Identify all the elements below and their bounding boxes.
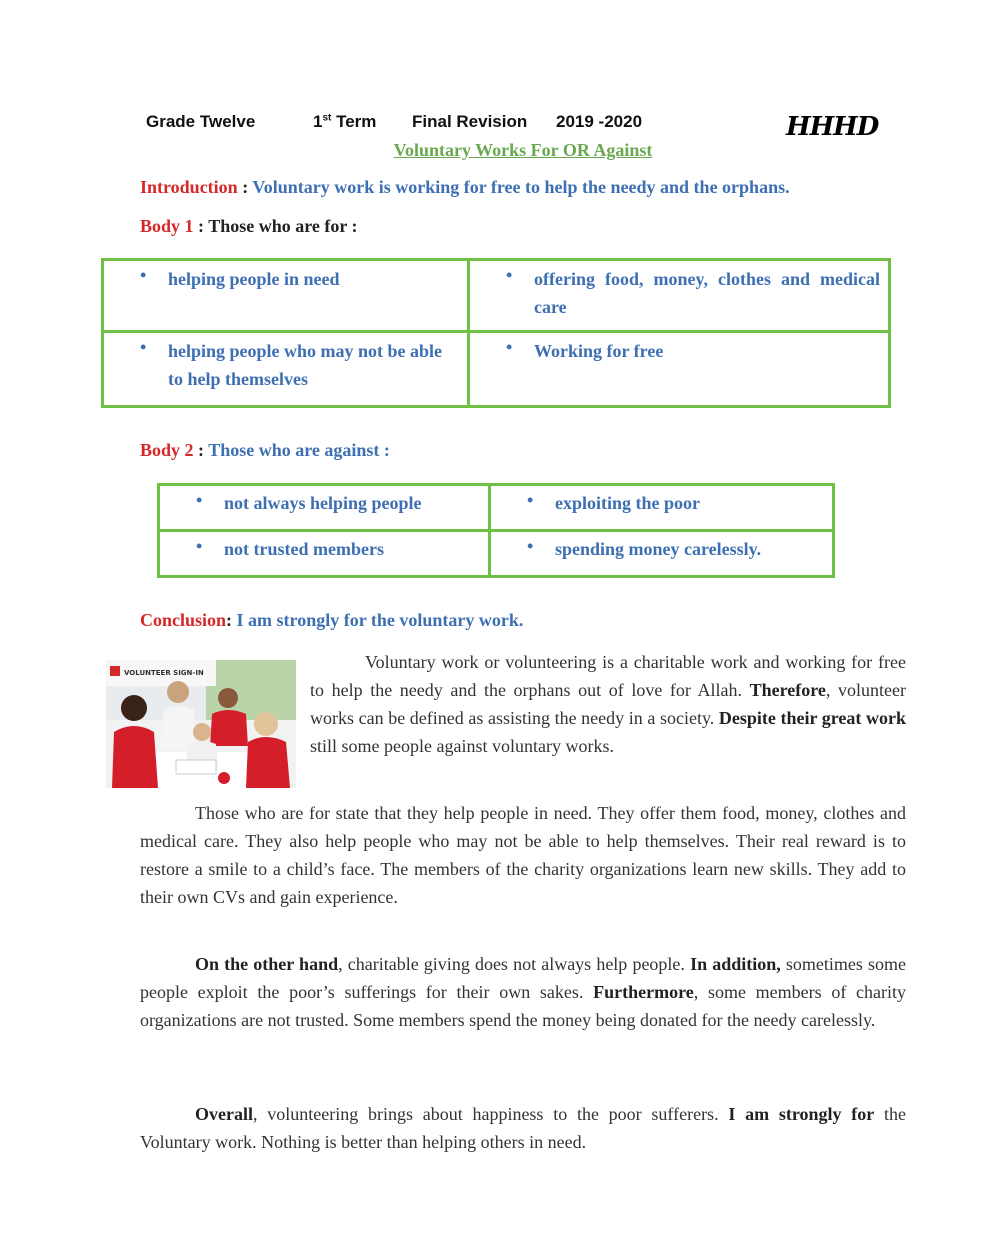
page-header bbox=[146, 110, 886, 140]
bullet-icon: • bbox=[196, 490, 203, 510]
volunteers-photo bbox=[106, 660, 296, 788]
body2-line: Body 2 : Those who are against : bbox=[140, 440, 390, 460]
bullet-icon: • bbox=[527, 536, 534, 556]
term-label: 1st Term bbox=[313, 112, 377, 131]
bullet-icon: • bbox=[527, 490, 534, 510]
introduction-text: Voluntary work is working for free to help the needy and the orphans. bbox=[252, 177, 790, 197]
years-label: 2019 -2020 bbox=[556, 112, 643, 131]
table-cell: • exploiting the poor bbox=[490, 485, 834, 531]
introduction-line: Introduction : Voluntary work is working for free to help the needy and the orphans. bbox=[140, 177, 790, 197]
body1-table bbox=[101, 258, 891, 408]
table-cell: • spending money carelessly. bbox=[490, 531, 834, 577]
body2-label: Body 2 bbox=[140, 440, 194, 460]
essay-paragraph-4: Overall, volunteering brings about happiness to the poor sufferers. I am strongly for the Voluntary work. Nothing is better than helping others in need. bbox=[140, 1104, 906, 1152]
grade-label: Grade Twelve bbox=[146, 112, 256, 131]
bullet-icon: • bbox=[506, 337, 513, 357]
body1-label: Body 1 bbox=[140, 216, 194, 236]
introduction-label: Introduction bbox=[140, 177, 238, 197]
essay-paragraph-1: Voluntary work or volunteering is a charitable work and working for free to help the needy and the orphans out of love for Allah. Therefore, volunteer works can be defined as assisting the needy in a society. Despite their great work still some people against voluntary works. bbox=[310, 652, 907, 756]
essay-paragraph-3: On the other hand, charitable giving does not always help people. In addition, sometimes some people exploit the poor’s sufferings for their own sakes. Furthermore, some members of charity organizations are not trusted. Some members spend the money being donated for the needy carelessly. bbox=[140, 954, 907, 1030]
volunteer-sign-text: VOLUNTEER SIGN-IN bbox=[124, 669, 204, 677]
author-logo: HHHD bbox=[786, 112, 879, 142]
table-cell: • helping people who may not be able to help themselves bbox=[103, 332, 469, 407]
body1-text: : Those who are for : bbox=[193, 216, 358, 236]
body2-table bbox=[157, 483, 835, 578]
bullet-icon: • bbox=[140, 337, 147, 357]
conclusion-text: I am strongly for the voluntary work. bbox=[236, 610, 524, 630]
table-cell: • helping people in need bbox=[103, 260, 469, 332]
table-cell: • not trusted members bbox=[159, 531, 490, 577]
conclusion-label: Conclusion bbox=[140, 610, 227, 630]
body1-line bbox=[140, 216, 358, 237]
bullet-icon: • bbox=[196, 536, 203, 556]
conclusion-line: Conclusion: I am strongly for the voluntary work. bbox=[140, 610, 524, 630]
body2-text: Those who are against : bbox=[208, 440, 390, 460]
revision-label: Final Revision bbox=[412, 112, 528, 131]
table-cell: • not always helping people bbox=[159, 485, 490, 531]
page-title: Voluntary Works For OR Against bbox=[393, 140, 653, 160]
bullet-icon: • bbox=[140, 265, 147, 285]
essay-paragraph-2: Those who are for state that they help people in need. They offer them food, money, clothes and medical care. They also help people who may not be able to help themselves. Their real reward is to restore a smile to a child’s face. The members of the charity organizations learn new skills. They add to their own CVs and gain experience. bbox=[140, 803, 906, 907]
bullet-icon: • bbox=[506, 265, 513, 285]
volunteers-illustration bbox=[106, 660, 296, 788]
table-cell: • Working for free bbox=[469, 332, 890, 407]
table-cell: • offering food, money, clothes and medical care bbox=[469, 260, 890, 332]
